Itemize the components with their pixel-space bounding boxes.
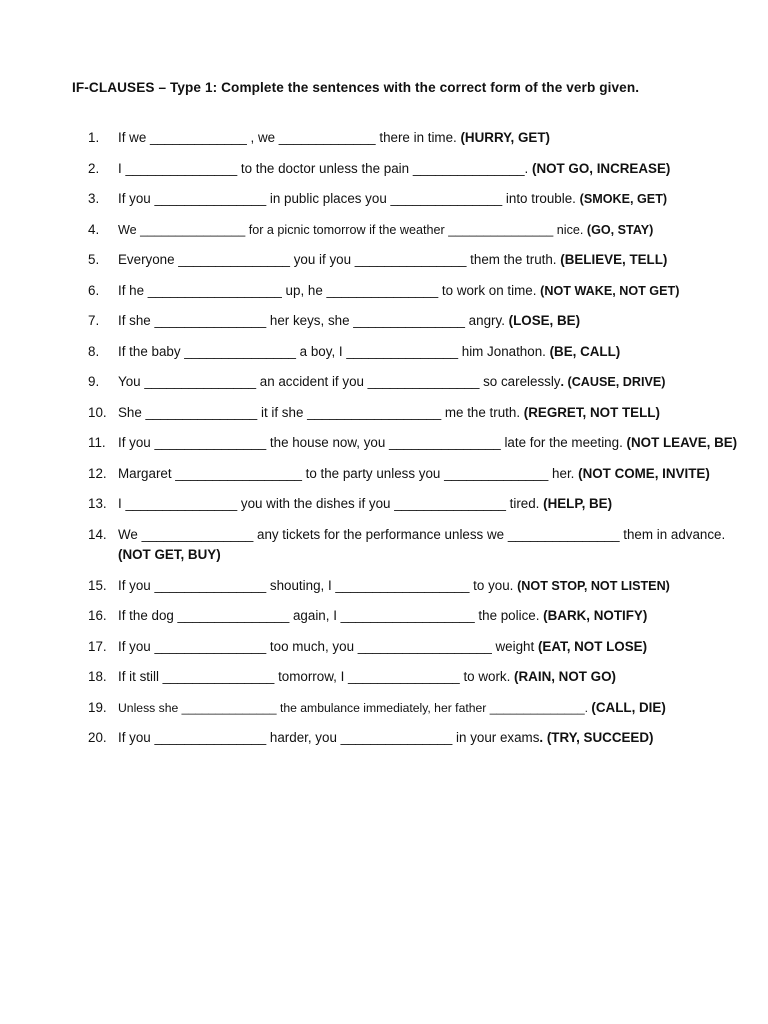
verb-hint: (HURRY, GET) bbox=[460, 130, 550, 145]
exercise-item-2 bbox=[88, 159, 738, 180]
exercise-sentence: If we _____________ , we _____________ there in time. bbox=[118, 130, 461, 145]
verb-hint: (BE, CALL) bbox=[549, 343, 621, 359]
verb-hint: (BELIEVE, TELL) bbox=[560, 252, 668, 267]
exercise-item-15 bbox=[88, 576, 738, 597]
exercise-number: 15. bbox=[88, 577, 107, 593]
exercise-sentence: If the dog _______________ again, I __________________ the police. bbox=[118, 608, 544, 623]
exercise-item-7 bbox=[88, 311, 738, 332]
verb-hint: (NOT GET, BUY) bbox=[118, 547, 221, 562]
exercise-item-13 bbox=[88, 494, 738, 515]
exercise-sentence: Everyone _______________ you if you _______________ them the truth. bbox=[118, 252, 561, 267]
exercise-item-18 bbox=[88, 667, 738, 688]
verb-hint: (GO, STAY) bbox=[586, 222, 654, 237]
exercise-number: 1. bbox=[88, 130, 100, 145]
verb-hint: (NOT STOP, NOT LISTEN) bbox=[517, 578, 670, 593]
exercise-number: 18. bbox=[88, 669, 107, 684]
exercise-sentence: If you _______________ too much, you __________________ weight bbox=[118, 638, 538, 654]
exercise-sentence: If the baby _______________ a boy, I _______________ him Jonathon. bbox=[118, 343, 550, 359]
exercise-number: 9. bbox=[88, 374, 100, 389]
exercise-item-8 bbox=[88, 342, 738, 363]
exercise-number: 5. bbox=[88, 252, 100, 267]
exercise-sentence: We _______________ any tickets for the performance unless we _______________ them in advance. bbox=[118, 526, 726, 542]
exercise-sentence: I _______________ to the doctor unless the pain _______________. bbox=[118, 160, 532, 176]
exercise-sentence: Unless she ______________ the ambulance immediately, her father ______________. bbox=[118, 700, 592, 715]
verb-hint: (BARK, NOTIFY) bbox=[543, 608, 648, 623]
exercise-list bbox=[88, 128, 738, 759]
exercise-item-19 bbox=[88, 698, 738, 719]
exercise-number: 6. bbox=[88, 282, 100, 298]
exercise-item-9 bbox=[88, 372, 738, 393]
verb-hint: (CALL, DIE) bbox=[591, 699, 666, 715]
exercise-sentence: We _______________ for a picnic tomorrow if the weather _______________ nice. bbox=[118, 222, 587, 237]
exercise-item-12 bbox=[88, 464, 738, 485]
exercise-item-20 bbox=[88, 728, 738, 749]
exercise-number: 2. bbox=[88, 160, 100, 176]
exercise-number: 20. bbox=[88, 730, 107, 745]
exercise-number: 3. bbox=[88, 191, 100, 206]
exercise-sentence: You _______________ an accident if you _______________ so carelessly bbox=[118, 374, 561, 389]
exercise-number: 12. bbox=[88, 465, 107, 481]
verb-hint: (NOT WAKE, NOT GET) bbox=[540, 283, 680, 298]
exercise-sentence: If you _______________ in public places you _______________ into trouble. bbox=[118, 191, 580, 206]
verb-hint: (REGRET, NOT TELL) bbox=[523, 404, 660, 420]
exercise-sentence: If he __________________ up, he _______________ to work on time. bbox=[118, 282, 541, 298]
exercise-number: 14. bbox=[88, 526, 107, 542]
exercise-number: 11. bbox=[88, 435, 106, 450]
verb-hint: (LOSE, BE) bbox=[508, 313, 581, 328]
exercise-number: 13. bbox=[88, 496, 107, 511]
exercise-item-3 bbox=[88, 189, 738, 210]
worksheet-title: IF-CLAUSES – Type 1: Complete the sentences with the correct form of the verb given. bbox=[72, 80, 640, 95]
verb-hint: (NOT LEAVE, BE) bbox=[626, 435, 738, 450]
exercise-item-5 bbox=[88, 250, 738, 271]
exercise-item-1 bbox=[88, 128, 738, 149]
verb-hint: . (CAUSE, DRIVE) bbox=[560, 375, 666, 389]
exercise-item-6 bbox=[88, 281, 738, 302]
exercise-sentence: Margaret _________________ to the party unless you ______________ her. bbox=[118, 465, 579, 481]
exercise-item-17 bbox=[88, 637, 738, 658]
exercise-number: 19. bbox=[88, 699, 107, 715]
exercise-sentence: I _______________ you with the dishes if you _______________ tired. bbox=[118, 496, 544, 511]
exercise-sentence: If you _______________ the house now, you _______________ late for the meeting. bbox=[118, 435, 627, 450]
verb-hint: (NOT GO, INCREASE) bbox=[531, 160, 671, 176]
exercise-sentence: She _______________ it if she __________________ me the truth. bbox=[118, 404, 524, 420]
exercise-number: 4. bbox=[88, 221, 100, 237]
exercise-sentence: If she _______________ her keys, she _______________ angry. bbox=[118, 313, 509, 328]
exercise-sentence: If you _______________ shouting, I __________________ to you. bbox=[118, 577, 518, 593]
verb-hint: (HELP, BE) bbox=[543, 496, 613, 511]
exercise-item-4 bbox=[88, 220, 738, 241]
exercise-sentence: If you _______________ harder, you _______________ in your exams bbox=[118, 730, 540, 745]
exercise-number: 16. bbox=[88, 608, 107, 623]
exercise-item-10 bbox=[88, 403, 738, 424]
exercise-item-16 bbox=[88, 606, 738, 627]
verb-hint: . (TRY, SUCCEED) bbox=[539, 730, 654, 745]
verb-hint: (NOT COME, INVITE) bbox=[578, 465, 710, 481]
exercise-number: 7. bbox=[88, 313, 100, 328]
verb-hint: (EAT, NOT LOSE) bbox=[537, 638, 648, 654]
exercise-item-14 bbox=[88, 525, 738, 566]
verb-hint: (SMOKE, GET) bbox=[579, 192, 668, 206]
exercise-number: 17. bbox=[88, 638, 107, 654]
exercise-sentence: If it still _______________ tomorrow, I _______________ to work. bbox=[118, 669, 515, 684]
exercise-item-11 bbox=[88, 433, 738, 454]
exercise-number: 8. bbox=[88, 343, 100, 359]
exercise-number: 10. bbox=[88, 404, 107, 420]
verb-hint: (RAIN, NOT GO) bbox=[514, 669, 616, 684]
